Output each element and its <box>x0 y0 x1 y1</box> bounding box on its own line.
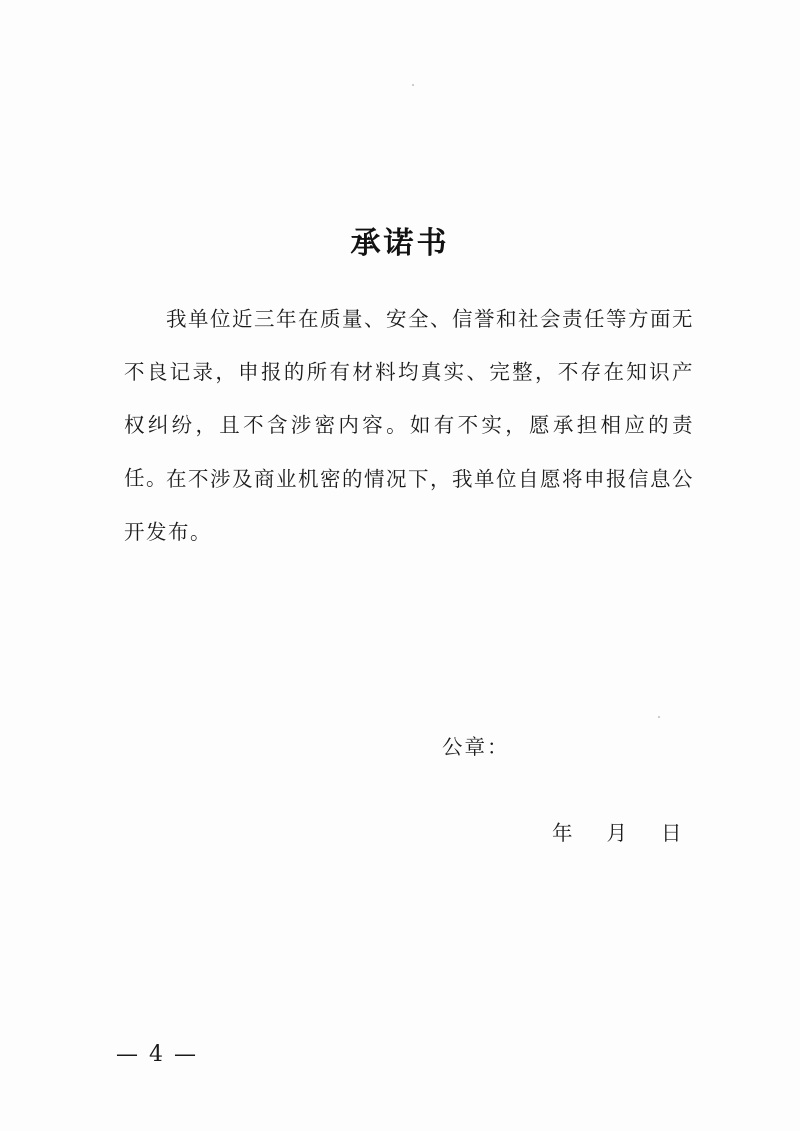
paragraph-commitment: 我单位近三年在质量、安全、信誉和社会责任等方面无不良记录，申报的所有材料均真实、完整，不存在知识产权纠纷，且不含涉密内容。如有不实，愿承担相应的责任。 <box>124 307 694 490</box>
document-title: 承诺书 <box>350 226 450 261</box>
date-line <box>552 816 682 846</box>
scan-speck <box>412 84 414 86</box>
date-month-label: 月 <box>606 821 627 845</box>
seal-label: 公章： <box>442 735 510 759</box>
date-year-label: 年 <box>552 821 573 845</box>
scan-speck <box>658 716 660 718</box>
paragraph-disclosure: 在不涉及商业机密的情况下，我单位自愿将申报信息公开发布。 <box>124 467 694 544</box>
date-day-label: 日 <box>661 821 682 845</box>
page-number: — 4 — <box>116 1042 198 1067</box>
